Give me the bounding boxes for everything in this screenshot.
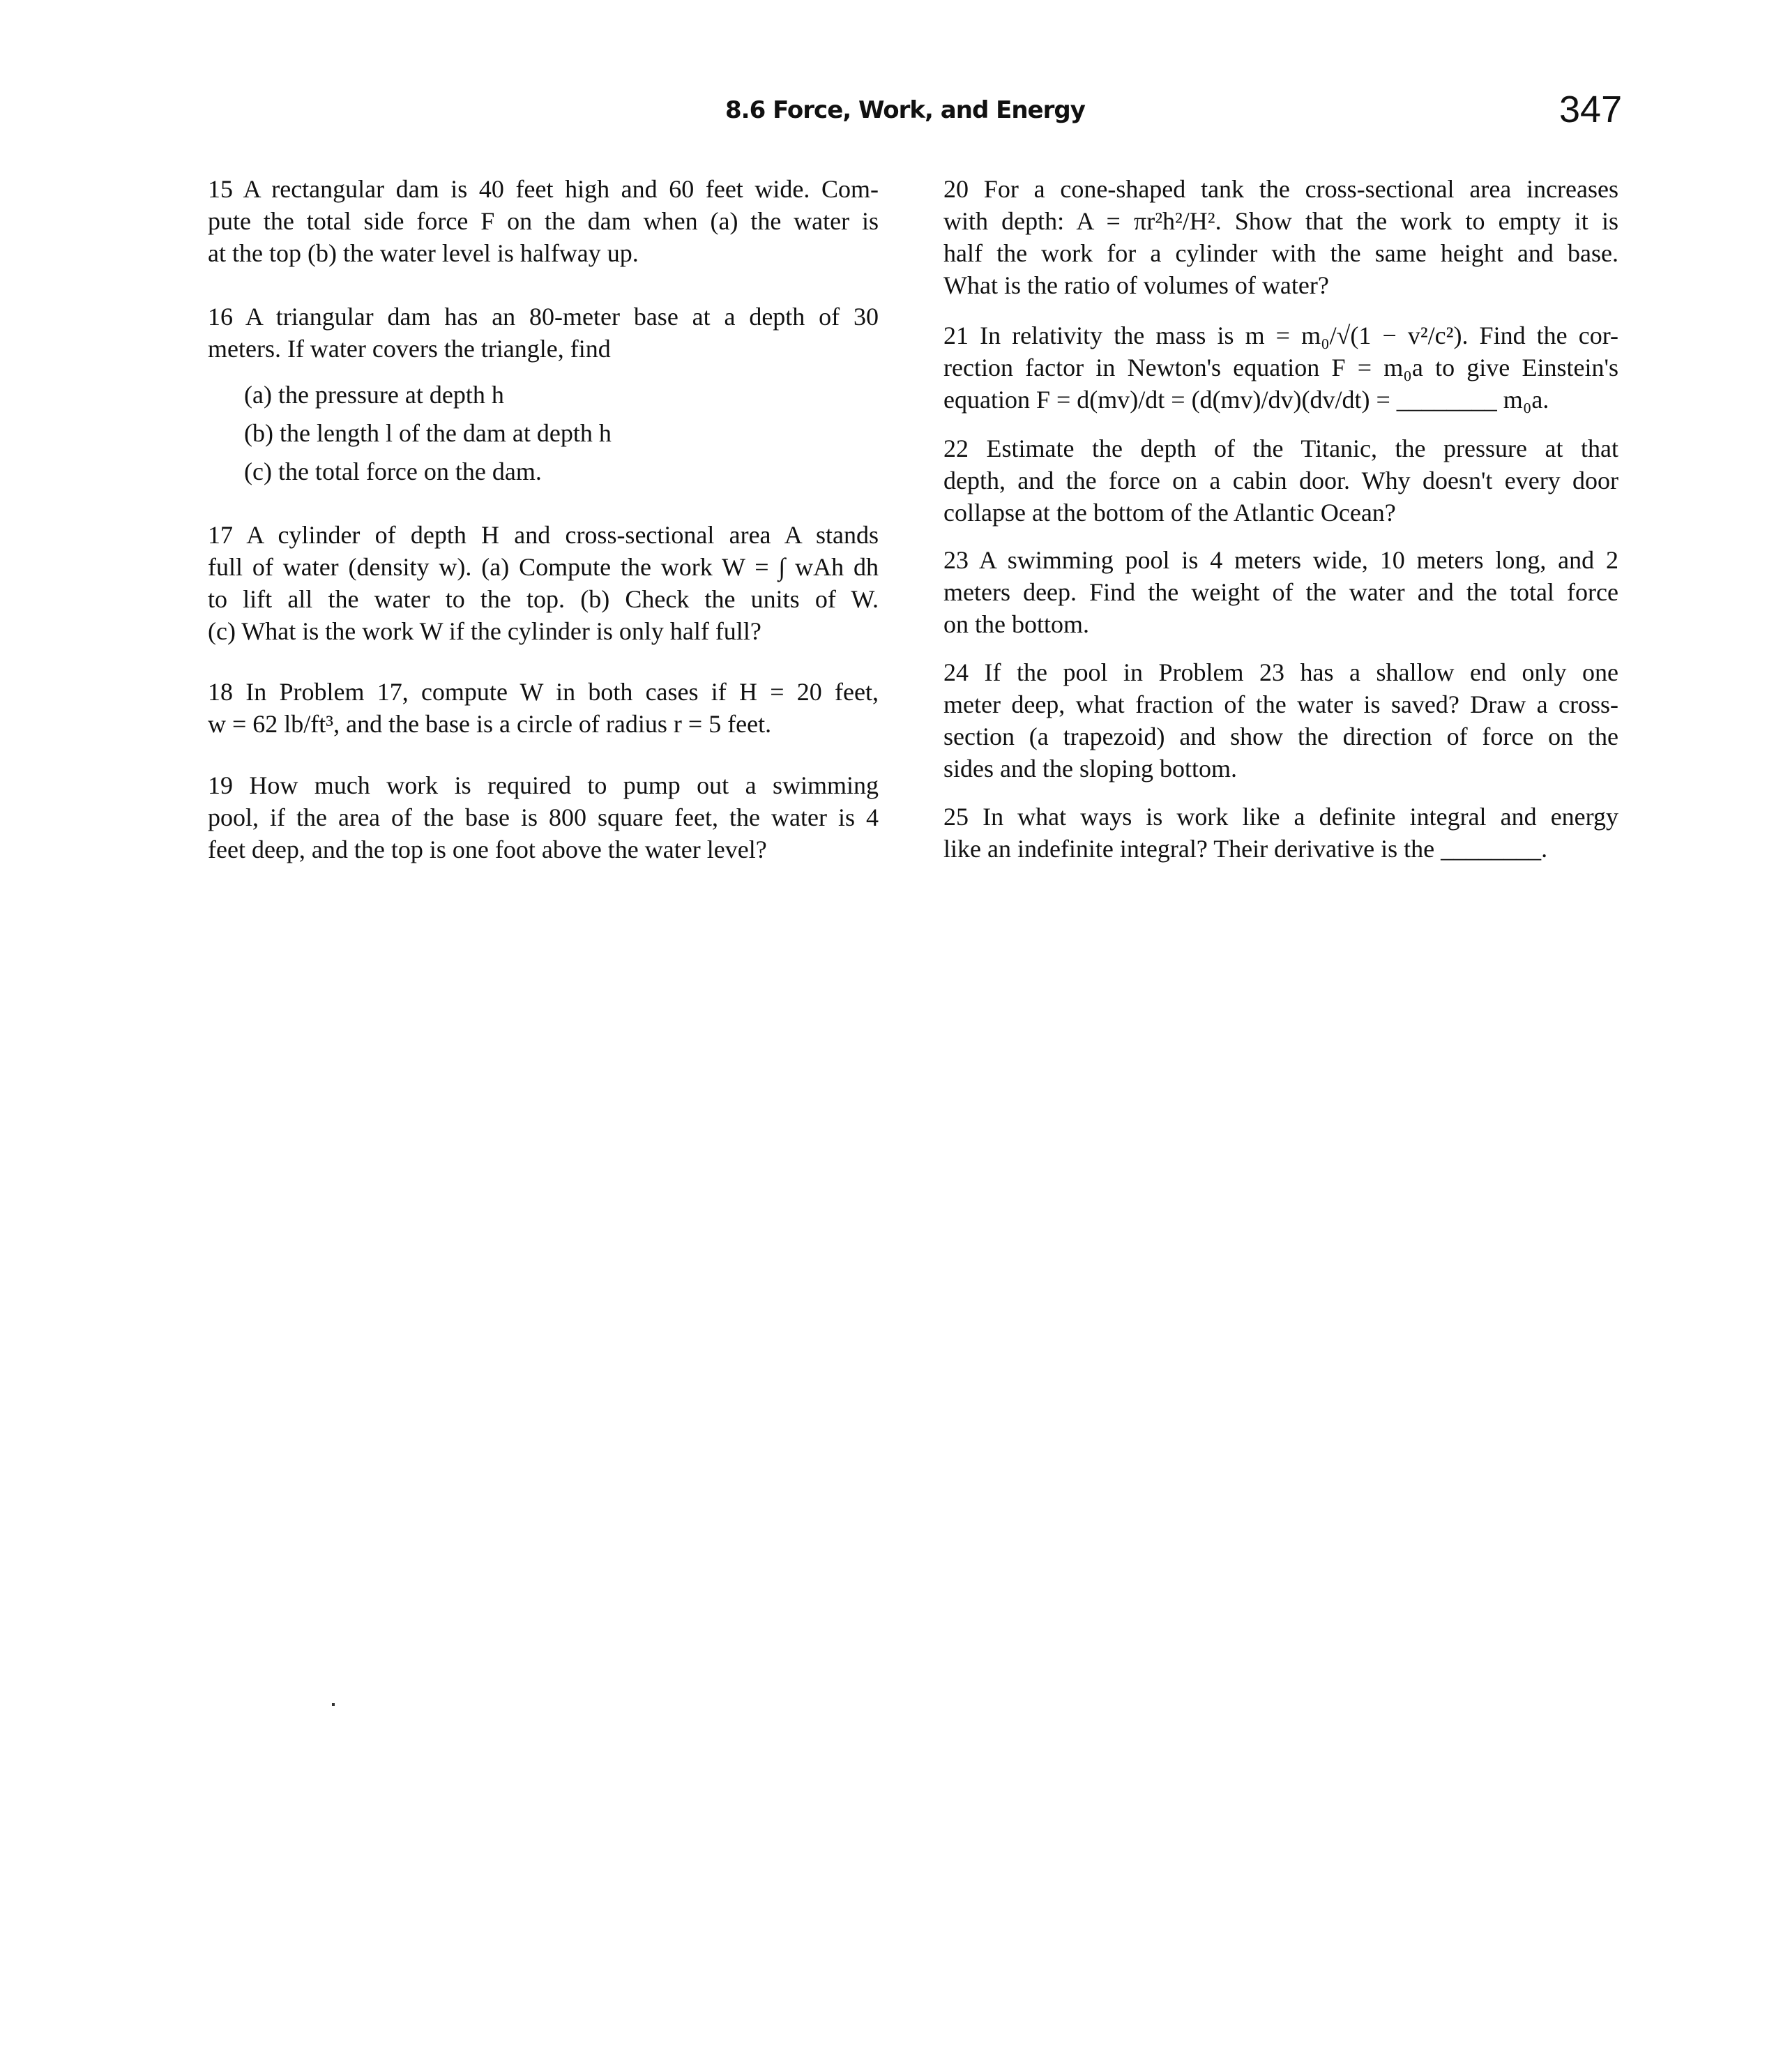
- text-line: meter deep, what fraction of the water is saved? Draw a cross-: [943, 690, 1618, 718]
- problem-part: (c) the total force on the dam.: [244, 457, 542, 485]
- scan-speck: [332, 1703, 335, 1706]
- problem-part: (a) the pressure at depth h: [244, 381, 504, 409]
- text-line: with depth: A = πr²h²/H². Show that the work to empty it is: [943, 207, 1618, 235]
- problem-19: [208, 769, 879, 865]
- problem-18: [208, 676, 879, 740]
- text-line: (c) What is the work W if the cylinder is only half full?: [208, 617, 761, 645]
- text-line: pool, if the area of the base is 800 square feet, the water is 4: [208, 803, 879, 831]
- text-line: at the top (b) the water level is halfway up.: [208, 239, 639, 267]
- text-line: 25 In what ways is work like a definite integral and energy: [943, 803, 1618, 831]
- text-line: feet deep, and the top is one foot above the water level?: [208, 835, 767, 863]
- text-line: 24 If the pool in Problem 23 has a shallow end only one: [943, 658, 1618, 686]
- text-line: collapse at the bottom of the Atlantic Ocean?: [943, 499, 1396, 527]
- problem-part: (b) the length l of the dam at depth h: [244, 419, 612, 447]
- text-line: meters deep. Find the weight of the water and the total force: [943, 578, 1618, 606]
- text-line: 16 A triangular dam has an 80-meter base at a depth of 30: [208, 303, 879, 331]
- text-line: 18 In Problem 17, compute W in both cases if H = 20 feet,: [208, 678, 879, 706]
- text-line: on the bottom.: [943, 610, 1089, 638]
- problem-23: [943, 544, 1618, 640]
- text-line: sides and the sloping bottom.: [943, 755, 1237, 782]
- text-line: 20 For a cone-shaped tank the cross-sectional area increases: [943, 175, 1618, 203]
- text-line: meters. If water covers the triangle, find: [208, 335, 611, 363]
- problem-22: [943, 432, 1618, 529]
- text-line: half the work for a cylinder with the same height and base.: [943, 239, 1618, 267]
- problem-17: [208, 519, 879, 647]
- problem-20: [943, 173, 1618, 301]
- text-line: What is the ratio of volumes of water?: [943, 271, 1329, 299]
- text-line: to lift all the water to the top. (b) Check the units of W.: [208, 585, 879, 613]
- text-line: section (a trapezoid) and show the direction of force on the: [943, 723, 1618, 750]
- text-line: pute the total side force F on the dam when (a) the water is: [208, 207, 879, 235]
- text-line: depth, and the force on a cabin door. Why doesn't every door: [943, 467, 1618, 494]
- text-line: 15 A rectangular dam is 40 feet high and 60 feet wide. Com-: [208, 175, 879, 203]
- problem-24: [943, 656, 1618, 785]
- text-line: w = 62 lb/ft³, and the base is a circle of radius r = 5 feet.: [208, 710, 772, 738]
- text-line: equation F = d(mv)/dt = (d(mv)/dv)(dv/dt) = ________ m₀a.: [943, 386, 1549, 414]
- problem-25: [943, 801, 1618, 865]
- text-line: rection factor in Newton's equation F = m₀a to give Einstein's: [943, 354, 1618, 381]
- problem-21: [943, 319, 1618, 416]
- page-number: 347: [1559, 89, 1623, 130]
- section-header: 8.6 Force, Work, and Energy: [725, 96, 1085, 124]
- problem-15: [208, 173, 879, 269]
- text-line: 21 In relativity the mass is m = m₀/√(1 − v²/c²). Find the cor-: [943, 322, 1618, 349]
- text-line: full of water (density w). (a) Compute the work W = ∫ wAh dh: [208, 553, 879, 581]
- text-line: 23 A swimming pool is 4 meters wide, 10 meters long, and 2: [943, 546, 1618, 574]
- problem-16: [208, 301, 879, 491]
- text-line: 17 A cylinder of depth H and cross-sectional area A stands: [208, 521, 879, 549]
- text-line: 22 Estimate the depth of the Titanic, the pressure at that: [943, 434, 1618, 462]
- text-line: 19 How much work is required to pump out a swimming: [208, 771, 879, 799]
- text-line: like an indefinite integral? Their derivative is the ________.: [943, 835, 1548, 863]
